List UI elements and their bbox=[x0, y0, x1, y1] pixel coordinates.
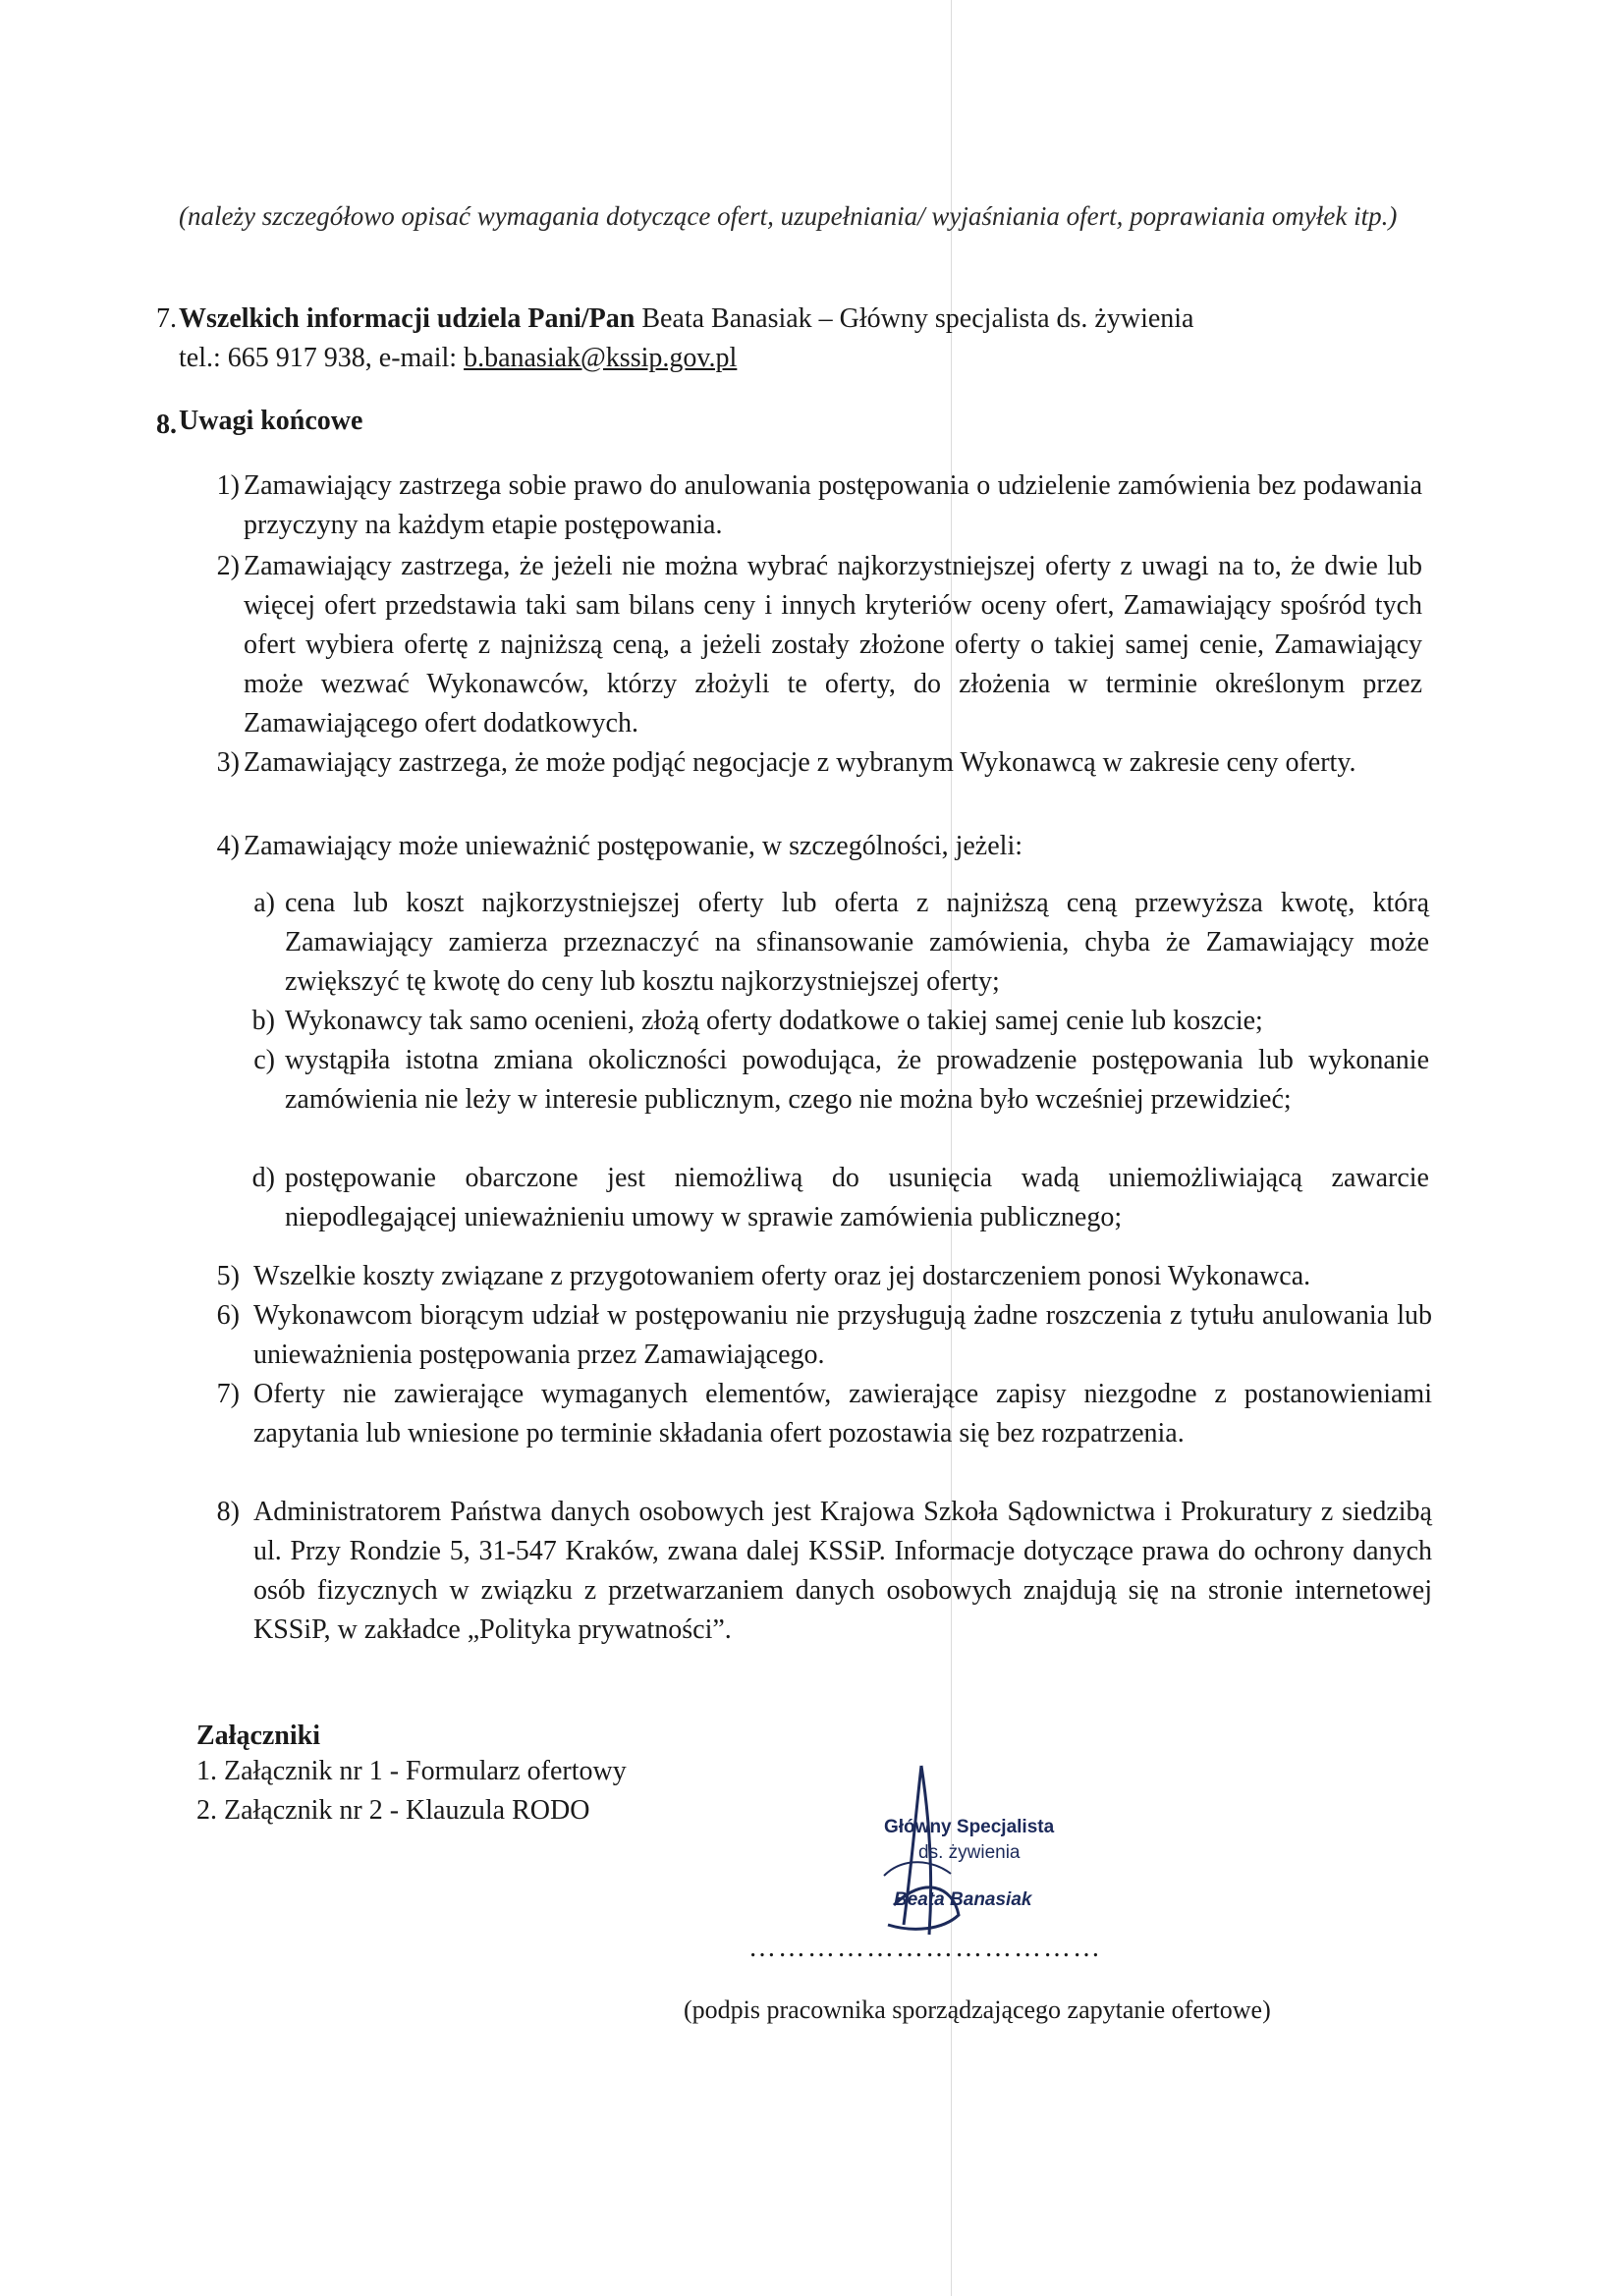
attachment-item: 1. Załącznik nr 1 - Formularz ofertowy bbox=[196, 1756, 627, 1786]
signature-caption: (podpis pracownika sporządzającego zapytanie ofertowe) bbox=[684, 1995, 1271, 2024]
sub-d-number: d) bbox=[251, 1163, 275, 1193]
sub-b-number: b) bbox=[251, 1006, 275, 1036]
stamp-name: Beata Banasiak bbox=[894, 1889, 1032, 1910]
email-link[interactable]: b.banasiak@kssip.gov.pl bbox=[464, 343, 738, 373]
section-7-number: 7. bbox=[156, 303, 177, 334]
remark-6: Wykonawcom biorącym udział w postępowaniu nie przysługują żadne roszczenia z tytułu anulowania lub unieważnienia postępowania przez Zamawiającego. bbox=[253, 1300, 1432, 1370]
stamp-department: ds. żywienia bbox=[918, 1842, 1021, 1863]
remark-8: Administratorem Państwa danych osobowych jest Krajowa Szkoła Sądownictwa i Prokuratury z siedzibą ul. Przy Rondzie 5, 31-547 Kraków, zwana dalej KSSiP. Informacje dotyczące prawa do ochrony danych osób fizycznych w związku z przetwarzaniem danych osobowych znajdują się na stronie internetowej KSSiP, w zakładce „Polityka prywatności”. bbox=[253, 1497, 1432, 1645]
section-8-number: 8. bbox=[156, 410, 177, 440]
remark-3: Zamawiający zastrzega, że może podjąć negocjacje z wybranym Wykonawcą w zakresie ceny oferty. bbox=[244, 747, 1356, 778]
sub-a-number: a) bbox=[253, 888, 275, 918]
remark-5-number: 5) bbox=[216, 1261, 240, 1291]
remark-2-number: 2) bbox=[216, 551, 240, 581]
remark-1-number: 1) bbox=[216, 470, 240, 501]
remark-4: Zamawiający może unieważnić postępowanie, w szczególności, jeżeli: bbox=[244, 831, 1023, 861]
remark-2: Zamawiający zastrzega, że jeżeli nie można wybrać najkorzystniejszej oferty z uwagi na to, że dwie lub więcej ofert przedstawia taki sam bilans ceny i innych kryteriów oceny ofert, Zamawiający spośród tych ofert wybiera ofertę z najniższą ceną, a jeżeli zostały złożone oferty o takiej samej cenie, Zamawiający może wezwać Wykonawców, którzy złożyli te oferty, do złożenia w terminie określonym przez Zamawiającego ofert dodatkowych. bbox=[244, 551, 1422, 738]
remark-4-number: 4) bbox=[216, 831, 240, 861]
sub-item-b: Wykonawcy tak samo ocenieni, złożą oferty dodatkowe o takiej samej cenie lub koszcie; bbox=[285, 1006, 1263, 1036]
section-7-lead: Wszelkich informacji udziela Pani/Pan bbox=[179, 303, 636, 334]
section-8-title: Uwagi końcowe bbox=[179, 406, 363, 436]
section-7 bbox=[179, 300, 1416, 378]
sub-item-d: postępowanie obarczone jest niemożliwą do usunięcia wadą uniemożliwiającą zawarcie niepodlegającej unieważnieniu umowy w sprawie zamówienia publicznego; bbox=[285, 1163, 1429, 1232]
stamp-position: Główny Specjalista bbox=[884, 1817, 1055, 1837]
sub-item-a: cena lub koszt najkorzystniejszej oferty lub oferta z najniższą ceną przewyższa kwotę, którą Zamawiający zamierza przeznaczyć na sfinansowanie zamówienia, chyba że Zamawiający może zwiększyć tę kwotę do ceny lub kosztu najkorzystniejszej oferty; bbox=[285, 888, 1429, 997]
attachment-item: 2. Załącznik nr 2 - Klauzula RODO bbox=[196, 1795, 590, 1826]
section-7-phone: tel.: 665 917 938, e-mail: bbox=[179, 343, 465, 373]
remark-3-number: 3) bbox=[216, 747, 240, 778]
sub-item-c: wystąpiła istotna zmiana okoliczności powodująca, że prowadzenie postępowania lub wykonanie zamówienia nie leży w interesie publicznym, czego nie można było wcześniej przewidzieć; bbox=[285, 1045, 1429, 1115]
remark-1: Zamawiający zastrzega sobie prawo do anulowania postępowania o udzielenie zamówienia bez podawania przyczyny na każdym etapie postępowania. bbox=[244, 470, 1422, 540]
attachments-title: Załączniki bbox=[196, 1721, 321, 1751]
attachments-list bbox=[196, 1752, 627, 1831]
instruction-note: (należy szczegółowo opisać wymagania dotyczące ofert, uzupełniania/ wyjaśniania ofert, poprawiania omyłek itp.) bbox=[179, 201, 1398, 231]
remark-6-number: 6) bbox=[216, 1300, 240, 1331]
remark-7-number: 7) bbox=[216, 1379, 240, 1409]
remark-5: Wszelkie koszty związane z przygotowaniem oferty oraz jej dostarczeniem ponosi Wykonawca. bbox=[253, 1261, 1311, 1291]
remark-8-number: 8) bbox=[216, 1497, 240, 1527]
handwritten-signature bbox=[864, 1758, 972, 1954]
sub-c-number: c) bbox=[253, 1045, 275, 1075]
section-7-contact: Beata Banasiak – Główny specjalista ds. żywienia bbox=[635, 303, 1194, 334]
remark-7: Oferty nie zawierające wymaganych elementów, zawierające zapisy niezgodne z postanowieniami zapytania lub wniesione po terminie składania ofert pozostawia się bez rozpatrzenia. bbox=[253, 1379, 1432, 1449]
signature-line: ……………………………… bbox=[748, 1933, 1102, 1963]
